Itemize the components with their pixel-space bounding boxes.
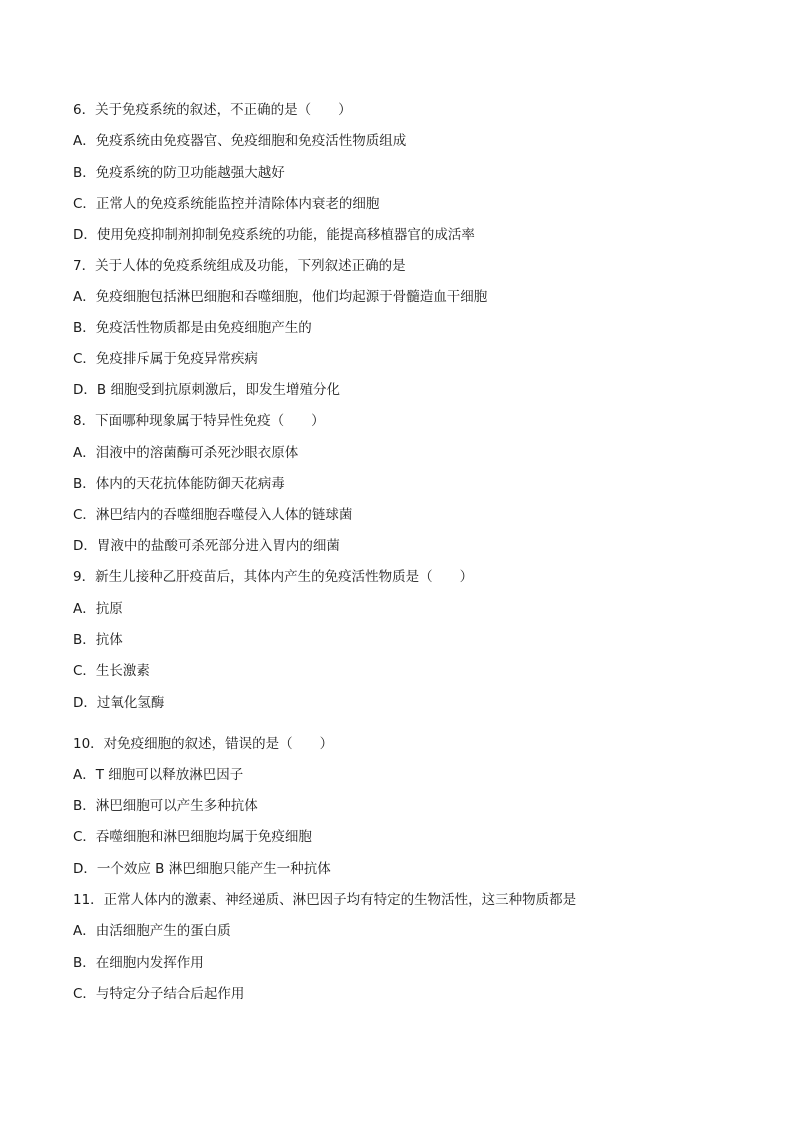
question-9-option-c: C．生长激素 bbox=[73, 663, 150, 679]
question-10-stem: 10．对免疫细胞的叙述，错误的是（ ） bbox=[73, 736, 334, 752]
question-10-option-b: B．淋巴细胞可以产生多种抗体 bbox=[73, 798, 258, 814]
question-10-option-a: A．T 细胞可以释放淋巴因子 bbox=[73, 767, 244, 783]
question-10-option-d: D．一个效应 B 淋巴细胞只能产生一种抗体 bbox=[73, 861, 331, 877]
question-11-option-a: A．由活细胞产生的蛋白质 bbox=[73, 923, 231, 939]
question-8-option-c: C．淋巴结内的吞噬细胞吞噬侵入人体的链球菌 bbox=[73, 507, 353, 523]
question-7-stem: 7．关于人体的免疫系统组成及功能，下列叙述正确的是 bbox=[73, 258, 406, 274]
question-9-option-a: A．抗原 bbox=[73, 601, 123, 617]
question-6-option-c: C．正常人的免疫系统能监控并清除体内衰老的细胞 bbox=[73, 196, 380, 212]
question-8-option-a: A．泪液中的溶菌酶可杀死沙眼衣原体 bbox=[73, 445, 299, 461]
question-8-option-b: B．体内的天花抗体能防御天花病毒 bbox=[73, 476, 285, 492]
question-6-stem: 6．关于免疫系统的叙述，不正确的是（ ） bbox=[73, 102, 352, 118]
question-7-option-d: D．B 细胞受到抗原刺激后，即发生增殖分化 bbox=[73, 382, 340, 398]
question-11-stem: 11．正常人体内的激素、神经递质、淋巴因子均有特定的生物活性，这三种物质都是 bbox=[73, 892, 577, 908]
question-9-option-d: D．过氧化氢酶 bbox=[73, 695, 165, 711]
question-6-option-a: A．免疫系统由免疫器官、免疫细胞和免疫活性物质组成 bbox=[73, 133, 407, 149]
question-8-stem: 8．下面哪种现象属于特异性免疫（ ） bbox=[73, 413, 325, 429]
question-9-stem: 9．新生儿接种乙肝疫苗后，其体内产生的免疫活性物质是（ ） bbox=[73, 569, 474, 585]
question-7-option-c: C．免疫排斥属于免疫异常疾病 bbox=[73, 351, 258, 367]
question-9-option-b: B．抗体 bbox=[73, 632, 123, 648]
question-7-option-a: A．免疫细胞包括淋巴细胞和吞噬细胞，他们均起源于骨髓造血干细胞 bbox=[73, 289, 488, 305]
question-7-option-b: B．免疫活性物质都是由免疫细胞产生的 bbox=[73, 320, 312, 336]
question-10-option-c: C．吞噬细胞和淋巴细胞均属于免疫细胞 bbox=[73, 829, 312, 845]
question-8-option-d: D．胃液中的盐酸可杀死部分进入胃内的细菌 bbox=[73, 538, 340, 554]
question-11-option-c: C．与特定分子结合后起作用 bbox=[73, 986, 245, 1002]
question-6-option-d: D．使用免疫抑制剂抑制免疫系统的功能，能提高移植器官的成活率 bbox=[73, 227, 475, 243]
question-6-option-b: B．免疫系统的防卫功能越强大越好 bbox=[73, 165, 285, 181]
question-11-option-b: B．在细胞内发挥作用 bbox=[73, 955, 204, 971]
